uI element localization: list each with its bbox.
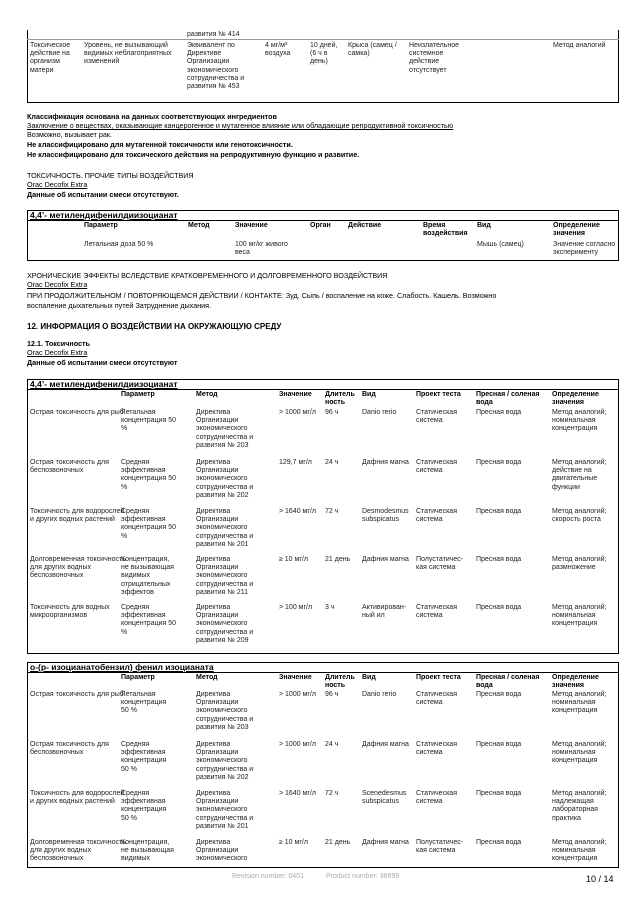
table-b-cell: Средняя эффективная концентрация 50 % (121, 604, 177, 636)
table-c-cell: Пресная вода (476, 691, 522, 698)
tox-routes-title: ТОКСИЧНОСТЬ. ПРОЧИЕ ТИПЫ ВОЗДЕЙСТВИЯ (27, 171, 194, 180)
table-b-header: Значение (279, 391, 312, 398)
table-c-cell: Пресная вода (476, 790, 522, 797)
table-b-cell: 3 ч (325, 604, 335, 611)
table-a-header: Вид (477, 222, 491, 229)
top-table-divider (27, 39, 619, 40)
table-b-cell: Пресная вода (476, 556, 522, 563)
table-c-cell: Статическая система (416, 741, 457, 757)
tox-routes-product: Orac Decofix Extra (27, 180, 88, 189)
table-b-header: Метод (196, 391, 218, 398)
table-b-cell: Пресная вода (476, 409, 522, 416)
table-a-title: 4,4’- метилендифенилдиизоцианат (30, 210, 178, 220)
table-a-cell: Мышь (самец) (477, 241, 524, 248)
table-a-header: Метод (188, 222, 210, 229)
table-b-cell: Директива Организации экономического сотрудничества и развития № 209 (196, 604, 254, 644)
table-b-cell: Метод аналогий; номинальная концентрация (552, 409, 607, 433)
section-12-title: 12. ИНФОРМАЦИЯ О ВОЗДЕЙСТВИИ НА ОКРУЖАЮЩУЮ СРЕДУ (27, 322, 282, 331)
table-b-header: Пресная / соленая вода (476, 391, 540, 407)
table-b-cell: Desmodesmus subspicatus (362, 508, 409, 524)
table-b-cell: Директива Организации экономического сотрудничества и развития № 211 (196, 556, 254, 596)
table-b-cell: Активирован- ный ил (362, 604, 407, 620)
table-b-cell: Острая токсичность для рыб (30, 409, 124, 416)
table-a-cell: Значение согласно эксперименту (553, 241, 616, 257)
table-b-header: Определение значения (552, 391, 599, 407)
table-c-cell: Острая токсичность для рыб (30, 691, 124, 698)
table-c-cell: Статическая система (416, 790, 457, 806)
table-c-cell: > 1000 мг/л (279, 741, 316, 748)
table-b-cell: ≥ 10 мг/л (279, 556, 308, 563)
table-b-cell: Директива Организации экономического сотрудничества и развития № 203 (196, 409, 254, 449)
table-c-cell: Статическая система (416, 691, 457, 707)
table-c-header: Длитель ность (325, 674, 355, 690)
table-b-cell: Летальная концентрация 50 % (121, 409, 177, 433)
table-c-cell: Летальная концентрация 50 % (121, 691, 167, 715)
table-b-cell: Статическая система (416, 409, 457, 425)
top-cell-cont-method: развития № 414 (187, 31, 240, 38)
table-c-cell: Метод аналогий; надлежащая лабораторная практика (552, 790, 607, 822)
table-b-cell: Дафния магна (362, 556, 409, 563)
table-b-header: Проект теста (416, 391, 461, 398)
table-c-cell: 21 день (325, 839, 351, 846)
table-c-cell: Средняя эффективная концентрация 50 % (121, 741, 167, 773)
table-b-cell: Пресная вода (476, 459, 522, 466)
table-c-header: Параметр (121, 674, 155, 681)
table-a-title-rule (27, 220, 619, 221)
table-c-cell: 96 ч (325, 691, 339, 698)
table-b-cell: Дафния магна (362, 459, 409, 466)
table-c-cell: Полустатичес- кая система (416, 839, 464, 855)
page-number: 10 / 14 (586, 874, 614, 884)
table-c-cell: Острая токсичность для беспозвоночных (30, 741, 109, 757)
table-c-title: о-(р- изоцианатобензил) фенил изоцианата (30, 662, 214, 672)
section-12-product: Orac Decofix Extra (27, 348, 88, 357)
table-b-cell: Долговременная токсичность для других водных беспозвоночных (30, 556, 126, 580)
table-b-cell: Пресная вода (476, 604, 522, 611)
table-c-cell: > 1640 мг/л (279, 790, 316, 797)
table-c-header: Вид (362, 674, 376, 681)
table-b-cell: > 1640 мг/л (279, 508, 316, 515)
table-b-cell: 96 ч (325, 409, 339, 416)
table-b-cell: Метод аналогий; скорость роста (552, 508, 607, 524)
table-c-header: Определение значения (552, 674, 599, 690)
table-b-title-rule (27, 389, 619, 390)
table-b-cell: Директива Организации экономического сотрудничества и развития № 201 (196, 508, 254, 548)
table-c-cell: Директива Организации экономического сотрудничества и развития № 203 (196, 691, 254, 731)
classification-carcinogen: Возможно, вызывает рак. (27, 130, 112, 139)
top-cell-0: Токсическое действие на организм матери (30, 42, 71, 74)
table-c-cell: Дафния магна (362, 741, 409, 748)
footer-product: Product number: 36699 (326, 873, 400, 880)
table-c-header: Пресная / соленая вода (476, 674, 540, 690)
chronic-line-2: воспаление дыхательных путей Затруднение дыхания. (27, 301, 212, 310)
table-c-cell: 24 ч (325, 741, 339, 748)
table-c-cell: Долговременная токсичность для других водных беспозвоночных (30, 839, 126, 863)
chronic-product: Orac Decofix Extra (27, 280, 88, 289)
top-cell-5: Крыса (самец / самка) (348, 42, 397, 58)
table-b-cell: > 100 мг/л (279, 604, 313, 611)
table-b-cell: Средняя эффективная концентрация 50 % (121, 508, 177, 540)
table-c-cell: Пресная вода (476, 839, 522, 846)
table-c-cell: Scenedesmus subspicatus (362, 790, 407, 806)
table-b-cell: Статическая система (416, 604, 457, 620)
table-a-cell: 100 мг/кг живого веса (235, 241, 288, 257)
table-b-cell: Средняя эффективная концентрация 50 % (121, 459, 177, 491)
table-c-cell: Токсичность для водорослей и других водных растений (30, 790, 125, 806)
table-b-cell: Статическая система (416, 508, 457, 524)
table-a-header: Действие (348, 222, 382, 229)
table-c-cell: 72 ч (325, 790, 339, 797)
table-a-cell: Летальная доза 50 % (84, 241, 154, 248)
table-c-cell: Метод аналогий; номинальная концентрация (552, 691, 607, 715)
table-c-cell: Метод аналогий; номинальная концентрация (552, 839, 607, 863)
table-b-cell: Метод аналогий; номинальная концентрация (552, 604, 607, 628)
table-b-cell: Концентрация, не вызывающая видимых отрицательных эффектов (121, 556, 174, 596)
table-b-cell: 129,7 мг/л (279, 459, 312, 466)
table-b-cell: Директива Организации экономического сотрудничества и развития № 202 (196, 459, 254, 499)
table-b-cell: Острая токсичность для беспозвоночных (30, 459, 109, 475)
table-a-header: Параметр (84, 222, 118, 229)
table-b-cell: Токсичность для водорослей и других водных растений (30, 508, 125, 524)
table-c-cell: Концентрация, не вызывающая видимых (121, 839, 174, 863)
classification-conclusion: Заключение о веществах, оказывающие канцерогенное и мутагенное влияние или обладающие репродуктивной токсичностью (27, 121, 454, 130)
table-b-cell: Метод аналогий; действие на двигательные функции (552, 459, 607, 491)
top-cell-4: 10 дней, (6 ч в день) (310, 42, 338, 66)
table-a-header: Время воздействия (423, 222, 468, 238)
classification-mutagen: Не классифицировано для мутагенной токсичности или генотоксичности. (27, 140, 293, 149)
table-b-cell: Токсичность для водных микроорганизмов (30, 604, 110, 620)
table-c-cell: Директива Организации экономического (196, 839, 248, 863)
table-a-header: Значение (235, 222, 268, 229)
table-b-cell: > 1000 мг/л (279, 409, 316, 416)
table-c-cell: Директива Организации экономического сотрудничества и развития № 201 (196, 790, 254, 830)
table-b-cell: 72 ч (325, 508, 339, 515)
top-cell-2: Эквивалент по Директиве Организации экономического сотрудничества и развития № 453 (187, 42, 245, 91)
table-c-cell: Метод аналогий; номинальная концентрация (552, 741, 607, 765)
table-c-header: Значение (279, 674, 312, 681)
table-b-header: Параметр (121, 391, 155, 398)
footer-revision: Revision number: 0401 (232, 873, 304, 880)
table-c-cell: > 1000 мг/л (279, 691, 316, 698)
top-cell-7: Метод аналогий (553, 42, 606, 49)
table-c-title-rule (27, 672, 619, 673)
table-c-cell: Дафния магна (362, 839, 409, 846)
table-b-cell: 24 ч (325, 459, 339, 466)
table-c-cell: Директива Организации экономического сотрудничества и развития № 202 (196, 741, 254, 781)
chronic-line-1: ПРИ ПРОДОЛЖИТЕЛЬНОМ / ПОВТОРЯЮЩЕМСЯ ДЕЙСТВИИ / КОНТАКТЕ: Зуд. Сыпь / воспаление на коже. Слабость. Кашель. Возможно (27, 291, 497, 300)
table-b-cell: Метод аналогий; размножение (552, 556, 607, 572)
table-b-cell: Статическая система (416, 459, 457, 475)
table-b-header: Длитель ность (325, 391, 355, 407)
section-12-nodata: Данные об испытании смеси отсутствуют (27, 358, 178, 367)
classification-basis: Классификация основана на данных соответствующих ингредиентов (27, 112, 277, 121)
table-c-header: Метод (196, 674, 218, 681)
table-b-header: Вид (362, 391, 376, 398)
section-12-sub: 12.1. Токсичность (27, 339, 90, 348)
tox-routes-nodata: Данные об испытании смеси отсутствуют. (27, 190, 179, 199)
classification-repro: Не классифицировано для токсического действия на репродуктивную функцию и развитие. (27, 150, 360, 159)
table-b-cell: Danio rerio (362, 409, 397, 416)
table-a-header: Определение значения (553, 222, 600, 238)
top-cell-3: 4 мг/м³ воздуха (265, 42, 291, 58)
table-c-header: Проект теста (416, 674, 461, 681)
table-a-header: Орган (310, 222, 331, 229)
table-c-cell: Danio rerio (362, 691, 397, 698)
top-cell-1: Уровень, не вызывающий видимых неблагоприятных изменений (84, 42, 172, 66)
table-b-cell: 21 день (325, 556, 351, 563)
table-b-cell: Пресная вода (476, 508, 522, 515)
table-b-title: 4,4’- метилендифенилдиизоцианат (30, 379, 178, 389)
chronic-title: ХРОНИЧЕСКИЕ ЭФФЕКТЫ ВСЛЕДСТВИЕ КРАТКОВРЕМЕННОГО И ДОЛГОВРЕМЕННОГО ВОЗДЕЙСТВИЯ (27, 271, 388, 280)
table-c-cell: Пресная вода (476, 741, 522, 748)
table-b-cell: Полустатичес- кая система (416, 556, 464, 572)
table-c-cell: ≥ 10 мг/л (279, 839, 308, 846)
table-c-cell: Средняя эффективная концентрация 50 % (121, 790, 167, 822)
top-cell-6: Неизлательное системное действие отсутствует (409, 42, 459, 74)
